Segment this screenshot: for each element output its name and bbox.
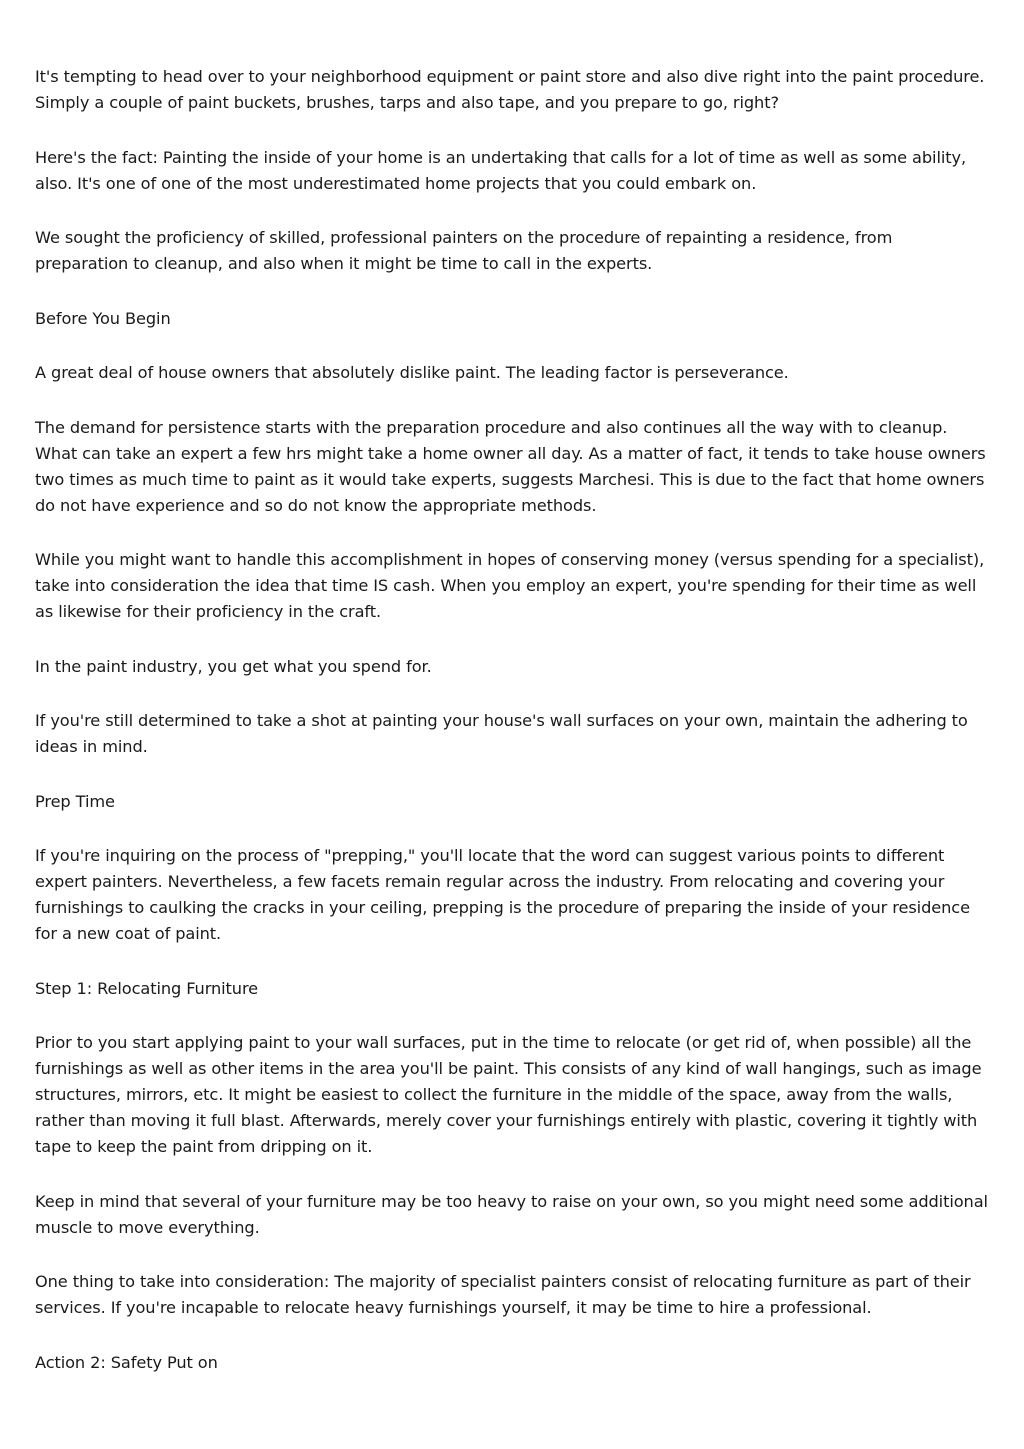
paragraph-persistence: The demand for persistence starts with the preparation procedure and also continues all the way with to cleanup. What can take an expert a few hrs might take a home owner all day. As a matter of fact, it tends to take house owners two times as much time to paint as it would take experts, suggests Marchesi. This is due to the fact that home owners do not have experience and so do not know the appropriate methods. [35, 417, 986, 515]
paragraph-consideration: One thing to take into consideration: The majority of specialist painters consist of relocating furniture as part of their services. If you're incapable to relocate heavy furnishings yourself, it may be time to hire a professional. [35, 1272, 971, 1317]
heading-before-you-begin: Before You Begin [35, 308, 171, 328]
paragraph-relocating: Prior to you start applying paint to your wall surfaces, put in the time to relocate (or get rid of, when possible) all the furnishings as well as other items in the area you'll be paint. This consists of any kind of wall hangings, such as image structures, mirrors, etc. It might be easiest to collect the furniture in the middle of the space, away from the walls, rather than moving it full blast. Afterwards, merely cover your furnishings entirely with plastic, covering it tightly with tape to keep the paint from dripping on it. [35, 1033, 982, 1156]
paragraph-fact: Here's the fact: Painting the inside of your home is an undertaking that calls for a lot of time as well as some ability, also. It's one of one of the most underestimated home projects that you could embark on. [35, 147, 967, 193]
paragraph-intro: It's tempting to head over to your neighborhood equipment or paint store and also dive right into the paint procedure. Simply a couple of paint buckets, brushes, tarps and also tape, and you prepare to go, right? [35, 67, 985, 112]
heading-step-1: Step 1: Relocating Furniture [35, 978, 259, 998]
paragraph-prepping: If you're inquiring on the process of "prepping," you'll locate that the word can suggest various points to different expert painters. Nevertheless, a few facets remain regular across the industry. From relocating and covering your furnishings to caulking the cracks in your ceiling, prepping is the procedure of preparing the inside of your residence for a new coat of paint. [35, 846, 970, 943]
paragraph-industry: In the paint industry, you get what you spend for. [35, 656, 432, 676]
paragraph-heavy-furniture: Keep in mind that several of your furniture may be too heavy to raise on your own, so you might need some additional muscle to move everything. [35, 1191, 988, 1237]
paragraph-perseverance: A great deal of house owners that absolutely dislike paint. The leading factor is perseverance. [35, 363, 789, 382]
paragraph-proficiency: We sought the proficiency of skilled, professional painters on the procedure of repainting a residence, from preparation to cleanup, and also when it might be time to call in the experts. [35, 228, 893, 273]
heading-action-2: Action 2: Safety Put on [35, 1352, 218, 1372]
paragraph-money: While you might want to handle this accomplishment in hopes of conserving money (versus spending for a specialist), take into consideration the idea that time IS cash. When you employ an expert, you're spending for their time as well as likewise for their proficiency in the craft. [35, 550, 985, 621]
paragraph-determined: If you're still determined to take a shot at painting your house's wall surfaces on your own, maintain the adhering to ideas in mind. [35, 711, 968, 756]
heading-prep-time: Prep Time [35, 791, 115, 811]
document-body [35, 64, 990, 1404]
